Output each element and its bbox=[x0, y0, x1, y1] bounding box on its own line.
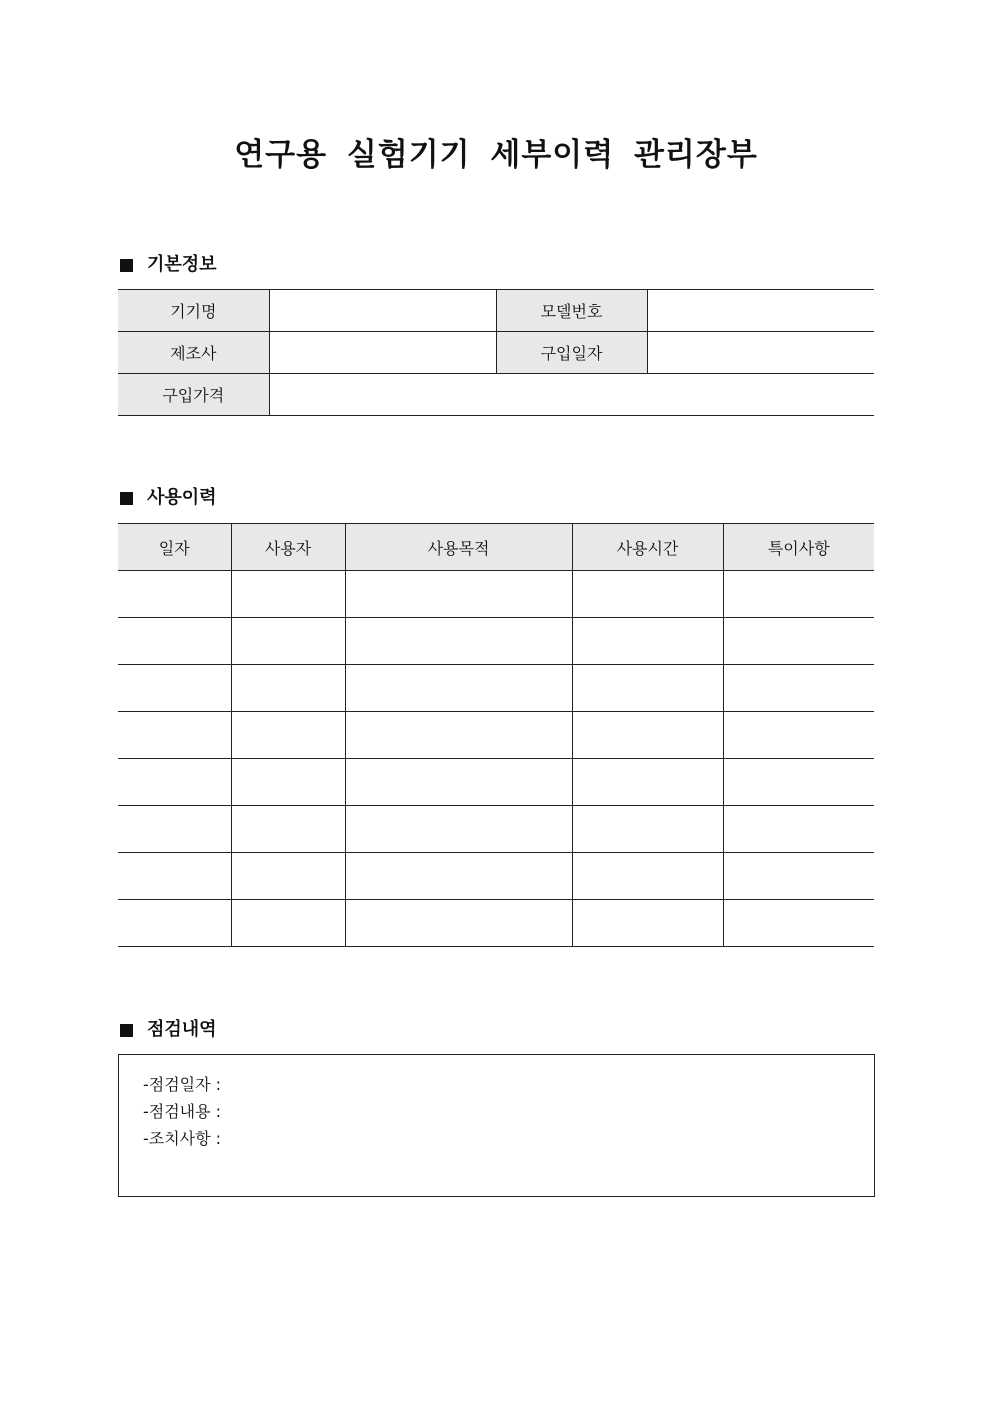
usage-time-cell[interactable] bbox=[572, 759, 723, 806]
user-cell[interactable] bbox=[231, 900, 345, 947]
table-row bbox=[118, 712, 874, 759]
section-heading-basic-info bbox=[118, 252, 217, 278]
basic-info-table bbox=[118, 289, 874, 416]
table-row bbox=[118, 900, 874, 947]
remarks-cell[interactable] bbox=[723, 900, 874, 947]
column-header-remarks: 특이사항 bbox=[723, 524, 874, 571]
user-cell[interactable] bbox=[231, 712, 345, 759]
table-row bbox=[118, 332, 874, 374]
square-bullet-icon bbox=[120, 1024, 133, 1037]
usage-time-cell[interactable] bbox=[572, 712, 723, 759]
column-header-date: 일자 bbox=[118, 524, 231, 571]
table-row bbox=[118, 853, 874, 900]
inspection-date-line: -점검일자 : bbox=[143, 1075, 222, 1094]
square-bullet-icon bbox=[120, 259, 133, 272]
usage-table-body bbox=[118, 571, 874, 947]
purchase-price-label: 구입가격 bbox=[118, 374, 269, 416]
section-heading-usage-history bbox=[118, 485, 217, 511]
table-row bbox=[118, 665, 874, 712]
manufacturer-label: 제조사 bbox=[118, 332, 269, 374]
model-number-label: 모델번호 bbox=[496, 290, 647, 332]
purpose-cell[interactable] bbox=[345, 759, 572, 806]
date-cell[interactable] bbox=[118, 712, 231, 759]
usage-time-cell[interactable] bbox=[572, 900, 723, 947]
remarks-cell[interactable] bbox=[723, 853, 874, 900]
section-heading-label: 사용이력 bbox=[147, 487, 217, 508]
date-cell[interactable] bbox=[118, 665, 231, 712]
purpose-cell[interactable] bbox=[345, 900, 572, 947]
device-name-label: 기기명 bbox=[118, 290, 269, 332]
purpose-cell[interactable] bbox=[345, 665, 572, 712]
manufacturer-field[interactable] bbox=[269, 332, 496, 374]
remarks-cell[interactable] bbox=[723, 759, 874, 806]
table-row bbox=[118, 374, 874, 416]
square-bullet-icon bbox=[120, 492, 133, 505]
date-cell[interactable] bbox=[118, 853, 231, 900]
usage-time-cell[interactable] bbox=[572, 571, 723, 618]
usage-history-table bbox=[118, 523, 874, 947]
model-number-field[interactable] bbox=[647, 290, 874, 332]
purpose-cell[interactable] bbox=[345, 853, 572, 900]
inspection-details-box[interactable] bbox=[118, 1054, 875, 1197]
purchase-price-field[interactable] bbox=[269, 374, 874, 416]
date-cell[interactable] bbox=[118, 806, 231, 853]
usage-time-cell[interactable] bbox=[572, 853, 723, 900]
user-cell[interactable] bbox=[231, 618, 345, 665]
date-cell[interactable] bbox=[118, 900, 231, 947]
table-row bbox=[118, 290, 874, 332]
purpose-cell[interactable] bbox=[345, 806, 572, 853]
table-header-row bbox=[118, 524, 874, 571]
usage-time-cell[interactable] bbox=[572, 806, 723, 853]
section-heading-label: 기본정보 bbox=[147, 254, 217, 275]
section-heading-label: 점검내역 bbox=[147, 1019, 217, 1040]
user-cell[interactable] bbox=[231, 759, 345, 806]
remarks-cell[interactable] bbox=[723, 618, 874, 665]
user-cell[interactable] bbox=[231, 665, 345, 712]
purpose-cell[interactable] bbox=[345, 618, 572, 665]
remarks-cell[interactable] bbox=[723, 806, 874, 853]
purchase-date-field[interactable] bbox=[647, 332, 874, 374]
remarks-cell[interactable] bbox=[723, 712, 874, 759]
table-row bbox=[118, 759, 874, 806]
date-cell[interactable] bbox=[118, 759, 231, 806]
device-name-field[interactable] bbox=[269, 290, 496, 332]
purpose-cell[interactable] bbox=[345, 571, 572, 618]
corrective-action-line: -조치사항 : bbox=[143, 1129, 222, 1148]
user-cell[interactable] bbox=[231, 853, 345, 900]
remarks-cell[interactable] bbox=[723, 571, 874, 618]
section-heading-inspection bbox=[118, 1017, 217, 1043]
purpose-cell[interactable] bbox=[345, 712, 572, 759]
column-header-purpose: 사용목적 bbox=[345, 524, 572, 571]
user-cell[interactable] bbox=[231, 806, 345, 853]
usage-time-cell[interactable] bbox=[572, 665, 723, 712]
table-row bbox=[118, 571, 874, 618]
remarks-cell[interactable] bbox=[723, 665, 874, 712]
usage-time-cell[interactable] bbox=[572, 618, 723, 665]
column-header-user: 사용자 bbox=[231, 524, 345, 571]
table-row bbox=[118, 618, 874, 665]
column-header-usage-time: 사용시간 bbox=[572, 524, 723, 571]
date-cell[interactable] bbox=[118, 571, 231, 618]
user-cell[interactable] bbox=[231, 571, 345, 618]
page-title: 연구용 실험기기 세부이력 관리장부 bbox=[234, 137, 758, 173]
date-cell[interactable] bbox=[118, 618, 231, 665]
table-row bbox=[118, 806, 874, 853]
purchase-date-label: 구입일자 bbox=[496, 332, 647, 374]
inspection-content-line: -점검내용 : bbox=[143, 1102, 222, 1121]
